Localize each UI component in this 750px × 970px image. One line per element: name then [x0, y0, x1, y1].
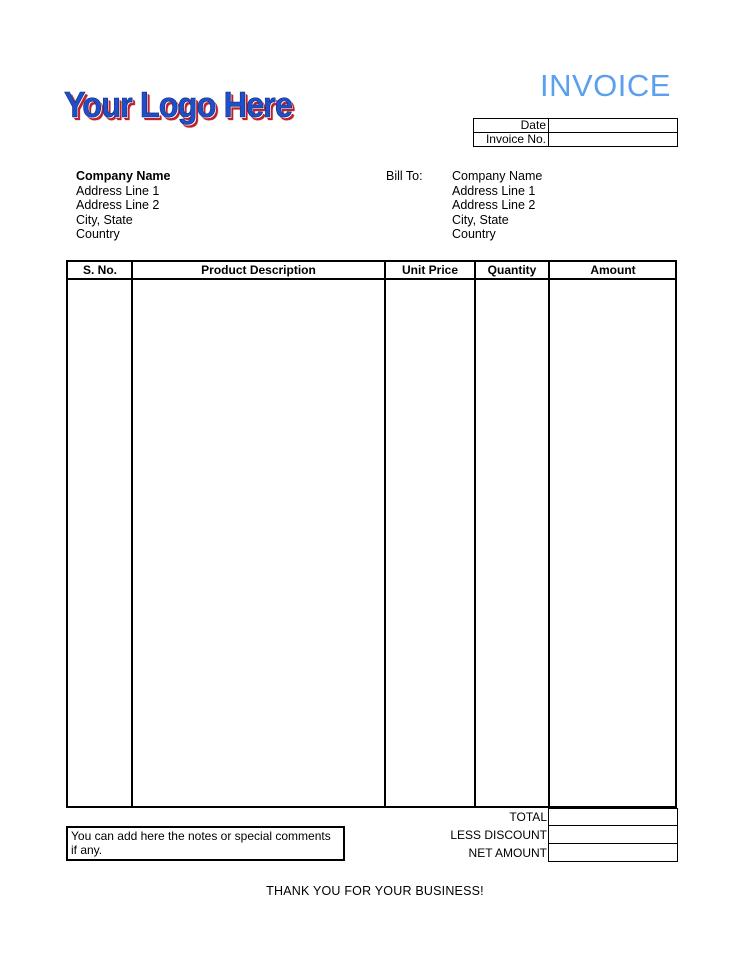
column-divider	[384, 262, 386, 806]
date-row	[474, 119, 678, 133]
line-items-table	[66, 260, 677, 808]
column-header-amount: Amount	[590, 263, 636, 277]
invoice-number-field[interactable]	[549, 133, 678, 147]
line-items-header	[68, 262, 675, 280]
recipient-address-line-2: Address Line 2	[452, 198, 536, 212]
total-label: TOTAL	[509, 810, 547, 824]
invoice-number-row	[474, 133, 678, 147]
recipient-country: Country	[452, 227, 496, 241]
discount-label: LESS DISCOUNT	[450, 828, 547, 842]
recipient-company-name: Company Name	[452, 169, 543, 183]
recipient-city-state: City, State	[452, 212, 509, 227]
column-header-quantity: Quantity	[487, 263, 537, 277]
date-field[interactable]	[549, 119, 678, 133]
column-header-serial: S. No.	[82, 263, 117, 277]
notes-box[interactable]: You can add here the notes or special comments if any.	[66, 826, 345, 861]
date-label: Date	[474, 119, 549, 133]
net-amount-row	[400, 844, 678, 862]
total-row	[400, 808, 678, 826]
invoice-meta-table	[473, 118, 678, 147]
column-divider	[474, 262, 476, 806]
column-divider	[548, 262, 550, 806]
sender-city-state: City, State	[76, 212, 133, 227]
totals-section	[400, 808, 678, 862]
net-amount-label: NET AMOUNT	[468, 846, 547, 860]
sender-address	[76, 169, 170, 242]
total-field[interactable]	[548, 808, 678, 826]
recipient-address-line-1: Address Line 1	[452, 183, 536, 198]
column-divider	[131, 262, 133, 806]
column-header-unit-price: Unit Price	[401, 263, 458, 277]
sender-address-line-1: Address Line 1	[76, 183, 160, 198]
sender-company-name: Company Name	[76, 169, 171, 183]
bill-to-label: Bill To:	[386, 169, 423, 183]
invoice-title: INVOICE	[540, 68, 671, 103]
company-logo: Your Logo Here	[64, 84, 293, 125]
sender-address-line-2: Address Line 2	[76, 198, 160, 212]
net-amount-field[interactable]	[548, 844, 678, 862]
sender-country: Country	[76, 227, 120, 241]
thank-you-message: THANK YOU FOR YOUR BUSINESS!	[266, 884, 484, 898]
recipient-address	[452, 169, 542, 242]
discount-field[interactable]	[548, 826, 678, 844]
discount-row	[400, 826, 678, 844]
column-header-description: Product Description	[201, 263, 316, 277]
invoice-number-label: Invoice No.	[474, 133, 549, 147]
